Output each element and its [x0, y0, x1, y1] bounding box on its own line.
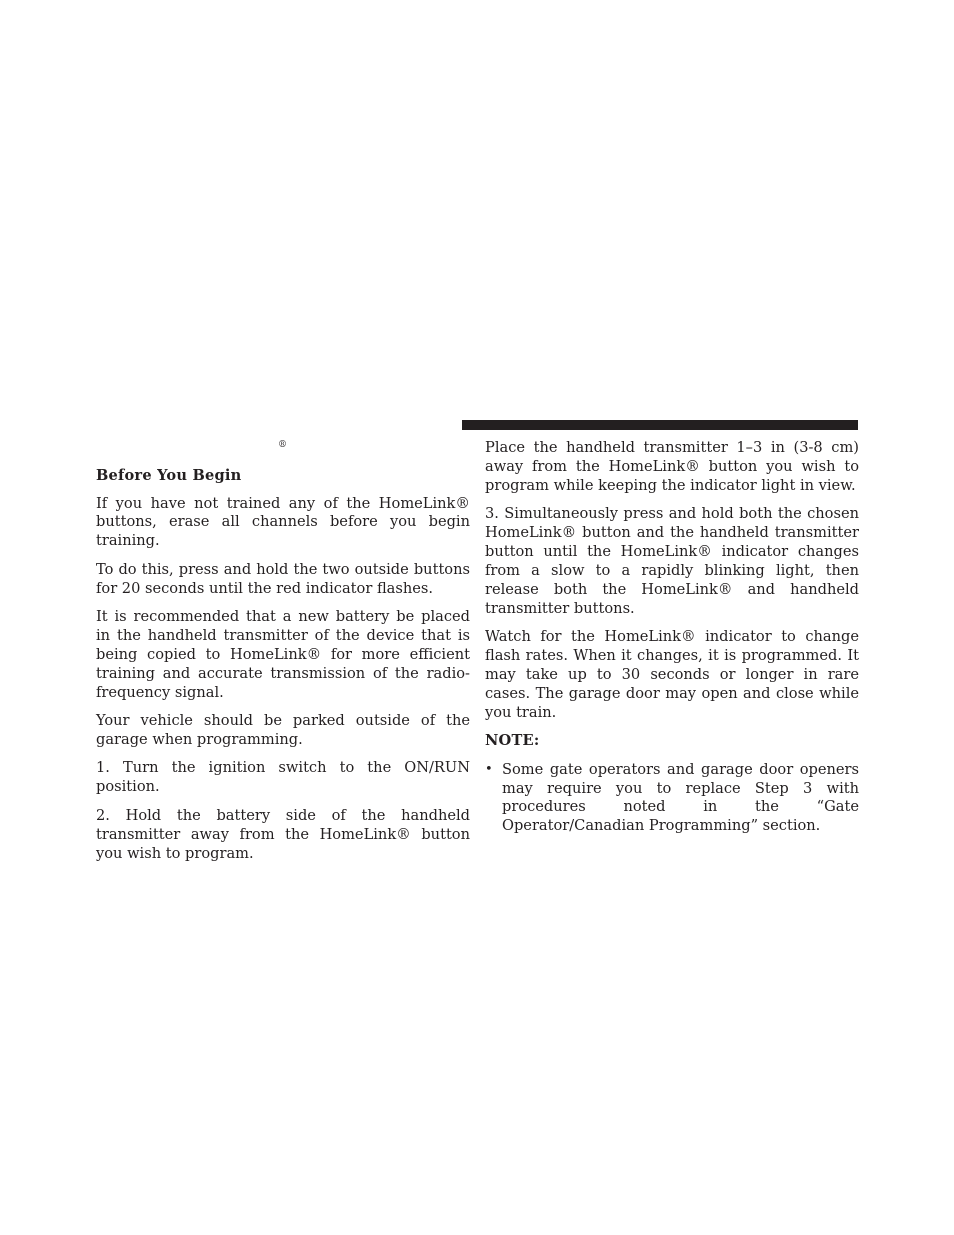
note-item [485, 761, 859, 837]
step-1: 1. Turn the ignition switch to the ON/RUN position. [96, 759, 470, 796]
paragraph-hold-buttons: To do this, press and hold the two outside buttons for 20 seconds until the red indicator flashes. [96, 560, 470, 597]
paragraph-park-outside: Your vehicle should be parked outside of the garage when programming. [96, 712, 470, 748]
note-list [485, 761, 859, 837]
paragraph-erase-channels: If you have not trained any of the HomeLink® buttons, erase all channels before you begin training. [96, 494, 470, 550]
bullet-icon: • [485, 761, 493, 777]
paragraph-battery-recommendation: It is recommended that a new battery be placed in the handheld transmitter of the device that is being copied to HomeLink® for more efficient training and accurate transmission of the radio-frequency signal. [96, 608, 470, 701]
right-column [485, 439, 859, 836]
step-2: 2. Hold the battery side of the handheld transmitter away from the HomeLink® button you wish to program. [96, 806, 470, 862]
paragraph-watch-indicator: Watch for the HomeLink® indicator to change flash rates. When it changes, it is programmed. It may take up to 30 seconds or longer in rare cases. The garage door may open and close while you train. [485, 628, 859, 721]
note-heading: NOTE: [485, 732, 540, 750]
section-heading: Before You Begin [96, 467, 242, 484]
left-column [96, 466, 470, 863]
note-item-text: Some gate operators and garage door openers may require you to replace Step 3 with procedures noted in the “Gate Operator/Canadian Programming” section. [502, 760, 859, 835]
section-rule [462, 420, 858, 430]
registered-mark: ® [278, 440, 287, 450]
paragraph-place-transmitter: Place the handheld transmitter 1–3 in (3-8 cm) away from the HomeLink® button you wish to program while keeping the indicator light in view. [485, 439, 859, 494]
step-3: 3. Simultaneously press and hold both the chosen HomeLink® button and the handheld transmitter button until the HomeLink® indicator changes from a slow to a rapidly blinking light, then release both the HomeLink® and handheld transmitter buttons. [485, 505, 859, 617]
